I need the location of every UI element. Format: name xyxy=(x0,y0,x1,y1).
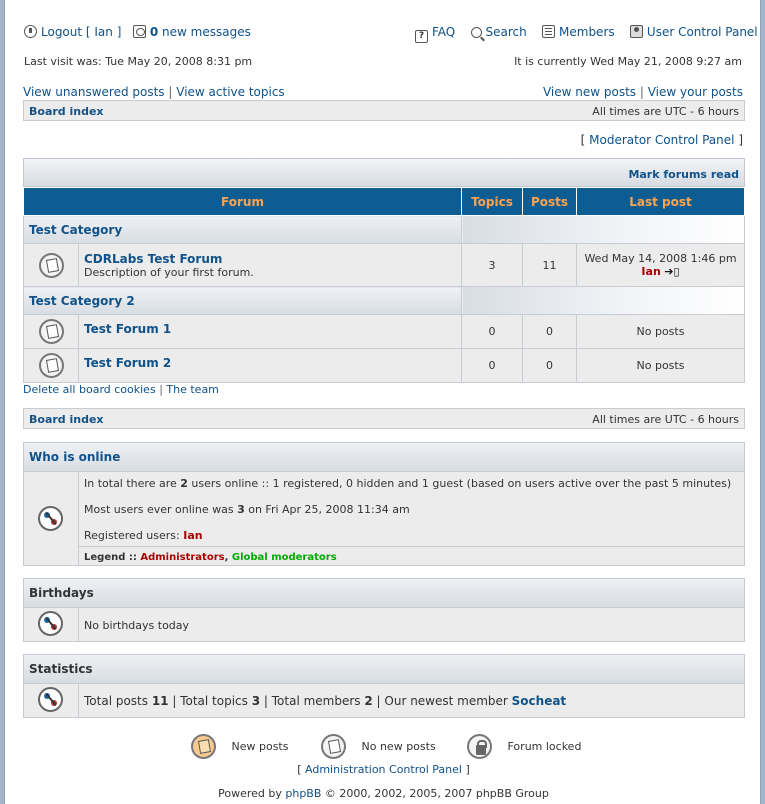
phpbb-link[interactable]: phpBB xyxy=(285,787,322,800)
view-new-posts-link[interactable]: View new posts xyxy=(542,85,637,99)
delete-cookies-link[interactable]: Delete all board cookies xyxy=(23,383,156,396)
forum-locked-icon xyxy=(467,734,492,759)
faq-link[interactable]: ? FAQ xyxy=(415,25,455,39)
search-links-right: View new posts | View your posts xyxy=(542,85,743,99)
last-post-none: No posts xyxy=(577,315,745,349)
col-posts: Posts xyxy=(523,188,577,216)
forum-topics-count: 0 xyxy=(462,315,523,349)
acp-wrapper: [ Administration Control Panel ] xyxy=(297,763,470,776)
legend-no-new-posts: No new posts xyxy=(321,734,436,759)
online-summary: In total there are 2 users online :: 1 registered, 0 hidden and 1 guest (based on users active over the past 5 minutes) xyxy=(84,477,732,490)
col-forum: Forum xyxy=(24,188,462,216)
registered-users: Registered users: Ian xyxy=(84,529,203,542)
messages-link[interactable]: 0 new messages xyxy=(133,25,251,39)
registered-user-link[interactable]: Ian xyxy=(183,529,203,542)
statistics-icon xyxy=(38,687,63,712)
header-left xyxy=(24,25,251,39)
forum-topics-count: 0 xyxy=(462,349,523,383)
header-right xyxy=(415,25,758,43)
forum-read-icon xyxy=(39,253,64,278)
who-is-online-title[interactable]: Who is online xyxy=(24,443,744,471)
top-navbar xyxy=(23,100,745,121)
who-is-online-panel xyxy=(23,442,745,566)
administration-control-panel-link[interactable]: Administration Control Panel xyxy=(305,763,462,776)
forum-row xyxy=(24,244,745,287)
user-control-panel-icon xyxy=(630,25,643,38)
legend-global-moderators-link[interactable]: Global moderators xyxy=(231,552,337,563)
last-post-date: Wed May 14, 2008 1:46 pm xyxy=(584,252,737,265)
online-record: Most users ever online was 3 on Fri Apr 25, 2008 11:34 am xyxy=(84,503,410,516)
board-index-link[interactable]: Board index xyxy=(29,105,104,118)
forum-read-icon xyxy=(39,353,64,378)
ucp-link[interactable]: User Control Panel xyxy=(630,25,758,39)
moderator-control-panel-link[interactable]: Moderator Control Panel xyxy=(589,133,735,147)
last-post-none: No posts xyxy=(577,349,745,383)
view-active-link[interactable]: View active topics xyxy=(176,85,285,99)
page-frame xyxy=(4,0,761,804)
legend: Legend :: Administrators, Global moderators xyxy=(84,552,337,563)
forum-description: Description of your first forum. xyxy=(84,265,254,279)
birthdays-icon xyxy=(38,611,63,636)
newest-member-link[interactable]: Socheat xyxy=(511,694,567,708)
forum-posts-count: 0 xyxy=(523,315,577,349)
last-post-user-link[interactable]: Ian xyxy=(641,265,661,278)
bottom-navbar xyxy=(23,408,745,429)
col-topics: Topics xyxy=(462,188,523,216)
new-posts-icon xyxy=(191,734,216,759)
statistics-text: Total posts 11 | Total topics 3 | Total members 2 | Our newest member Socheat xyxy=(84,694,567,708)
current-time: It is currently Wed May 21, 2008 9:27 am xyxy=(514,55,742,68)
category-row xyxy=(24,216,745,244)
mcp-wrapper: [ Moderator Control Panel ] xyxy=(580,133,743,147)
category-test-category-2[interactable]: Test Category 2 xyxy=(24,287,462,315)
view-your-posts-link[interactable]: View your posts xyxy=(647,85,743,99)
mark-read-bar xyxy=(23,158,745,187)
category-row xyxy=(24,287,745,315)
statistics-panel xyxy=(23,654,745,718)
forum-posts-count: 11 xyxy=(523,244,577,287)
birthdays-text: No birthdays today xyxy=(84,619,190,632)
logout-icon xyxy=(24,25,37,38)
forum-table xyxy=(23,187,745,383)
forum-row xyxy=(24,315,745,349)
no-new-posts-icon xyxy=(321,734,346,759)
the-team-link[interactable]: The team xyxy=(166,383,219,396)
forum-row xyxy=(24,349,745,383)
last-visit: Last visit was: Tue May 20, 2008 8:31 pm xyxy=(24,55,253,68)
birthdays-title: Birthdays xyxy=(24,579,744,607)
view-unanswered-link[interactable]: View unanswered posts xyxy=(23,85,165,99)
search-links-left: View unanswered posts | View active topics xyxy=(23,85,285,99)
forum-title-link[interactable]: CDRLabs Test Forum xyxy=(84,251,223,266)
view-latest-post-icon[interactable]: ➔▯ xyxy=(664,265,680,278)
logout-link[interactable]: Logout [ Ian ] xyxy=(24,25,121,39)
legend-administrators-link[interactable]: Administrators xyxy=(140,552,225,563)
forum-topics-count: 3 xyxy=(462,244,523,287)
search-link[interactable]: Search xyxy=(471,25,527,39)
forum-posts-count: 0 xyxy=(523,349,577,383)
forum-title-link[interactable]: Test Forum 1 xyxy=(84,321,172,336)
message-icon xyxy=(133,25,146,38)
category-test-category[interactable]: Test Category xyxy=(24,216,462,244)
members-link[interactable]: Members xyxy=(542,25,615,39)
board-index-link[interactable]: Board index xyxy=(29,413,104,426)
column-header-row xyxy=(24,188,745,216)
timezone-label: All times are UTC - 6 hours xyxy=(592,413,739,426)
col-last-post: Last post xyxy=(577,188,745,216)
footer-links: Delete all board cookies | The team xyxy=(23,383,219,396)
mark-forums-read-link[interactable]: Mark forums read xyxy=(628,168,739,181)
faq-icon: ? xyxy=(415,30,428,43)
who-is-online-icon xyxy=(38,506,63,531)
powered-by: Powered by phpBB © 2000, 2002, 2005, 2007 phpBB Group xyxy=(218,787,549,800)
birthdays-panel xyxy=(23,578,745,642)
members-icon xyxy=(542,25,555,38)
forum-title-link[interactable]: Test Forum 2 xyxy=(84,355,172,370)
statistics-title: Statistics xyxy=(24,655,744,683)
legend-new-posts: New posts xyxy=(191,734,288,759)
legend-locked: Forum locked xyxy=(467,734,581,759)
search-icon xyxy=(471,27,482,38)
forum-read-icon xyxy=(39,319,64,344)
timezone-label: All times are UTC - 6 hours xyxy=(592,105,739,118)
